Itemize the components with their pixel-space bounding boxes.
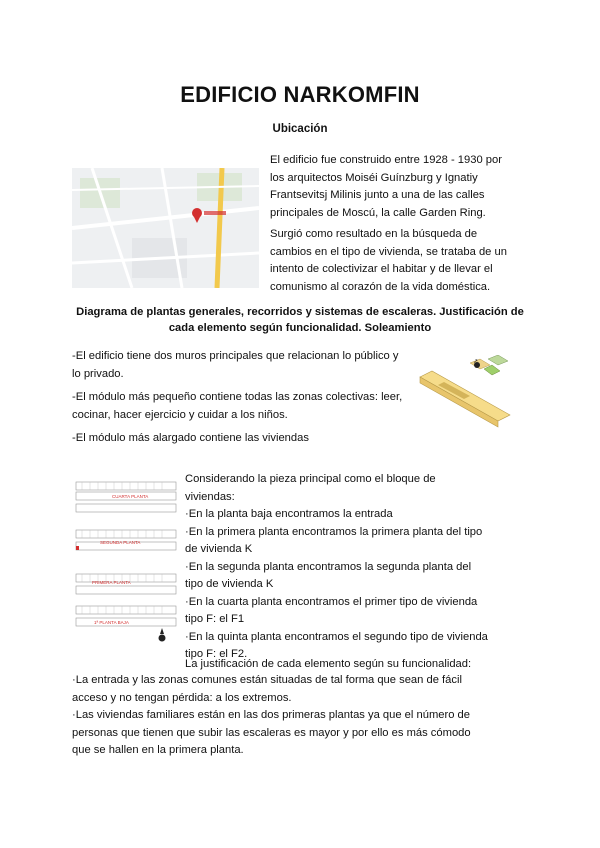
section-heading-diagrama bbox=[70, 304, 530, 336]
north-arrow-icon bbox=[159, 635, 166, 642]
text-line: lo privado. bbox=[72, 367, 124, 380]
location-paragraph-1 bbox=[270, 152, 570, 222]
text-line: los arquitectos Moiséi Guínzburg y Ignatiy bbox=[270, 171, 478, 184]
plan-label: SEGUNDA PLANTA bbox=[100, 540, 141, 545]
text-line: ·En la segunda planta encontramos la segunda planta del bbox=[185, 560, 472, 573]
text-line: que se hallen en la primera planta. bbox=[72, 744, 244, 756]
justification-lead: La justificación de cada elemento según su funcionalidad: bbox=[185, 658, 472, 670]
page-title: EDIFICIO NARKOMFIN bbox=[180, 82, 420, 107]
text-line: tipo de vivienda K bbox=[185, 578, 274, 590]
diagram-paragraph-1 bbox=[72, 348, 412, 383]
location-map bbox=[72, 168, 259, 288]
floor-plans-diagram bbox=[72, 478, 178, 653]
location-paragraph-2 bbox=[270, 226, 570, 296]
diagram-paragraph-2 bbox=[72, 389, 412, 424]
text-line: ·En la primera planta encontramos la primera planta del tipo bbox=[185, 525, 483, 538]
text-line: tipo F: el F2. bbox=[185, 648, 248, 660]
text-line: Surgió como resultado en la búsqueda de bbox=[270, 228, 478, 240]
text-line: comunismo al corazón de la vida doméstica. bbox=[270, 280, 491, 293]
text-line: ·En la cuarta planta encontramos el primer tipo de vivienda bbox=[185, 595, 478, 608]
text-line: ·En la planta baja encontramos la entrada bbox=[185, 508, 393, 520]
text-line: Considerando la pieza principal como el bloque de bbox=[185, 473, 436, 485]
text-line: intento de colectivizar el habitar y de llevar el bbox=[270, 263, 493, 275]
text-line: -El edificio tiene dos muros principales que relacionan lo público y bbox=[72, 350, 399, 362]
diagram-paragraph-3: -El módulo más alargado contiene las viviendas bbox=[72, 432, 309, 444]
justification-text bbox=[72, 672, 532, 760]
text-line: personas que tienen que subir las escaleras es mayor y por ello es más cómodo bbox=[72, 726, 471, 739]
svg-text:↗: ↗ bbox=[473, 359, 479, 365]
text-line: ·En la quinta planta encontramos el segundo tipo de vivienda bbox=[185, 630, 488, 643]
text-line: cocinar, hacer ejercicio y cuidar a los niños. bbox=[72, 408, 288, 421]
floors-description bbox=[185, 471, 515, 664]
text-line: ·Las viviendas familiares están en las dos primeras plantas ya que el número de bbox=[72, 709, 470, 721]
text-line: tipo F: el F1 bbox=[185, 613, 245, 625]
text-line: ·La entrada y las zonas comunes están situadas de tal forma que sean de fácil bbox=[72, 674, 462, 686]
heading-line: Diagrama de plantas generales, recorridos y sistemas de escaleras. Justificación de bbox=[76, 306, 524, 318]
plan-label: 1ª PLANTA BAJA bbox=[94, 620, 129, 625]
text-line: Frantsevitsj Milinis junto a una de las calles bbox=[270, 189, 485, 201]
plan-label: PRIMERA PLANTA bbox=[92, 580, 131, 585]
text-line: de vivienda K bbox=[185, 543, 253, 555]
text-line: acceso y no tengan pérdida: a los extremos. bbox=[72, 691, 292, 704]
text-line: cambios en el tipo de vivienda, se trataba de un bbox=[270, 245, 507, 258]
text-line: principales de Moscú, la calle Garden Ring. bbox=[270, 206, 486, 219]
text-line: viviendas: bbox=[185, 490, 235, 503]
plan-label: CUARTA PLANTA bbox=[112, 494, 149, 499]
text-line: El edificio fue construido entre 1928 - 1930 por bbox=[270, 154, 502, 166]
text-line: -El módulo más pequeño contiene todas las zonas colectivas: leer, bbox=[72, 391, 403, 403]
heading-line: cada elemento según funcionalidad. Soleamiento bbox=[168, 322, 432, 334]
section-heading-ubicacion: Ubicación bbox=[272, 123, 328, 135]
axonometric-diagram bbox=[410, 355, 515, 433]
